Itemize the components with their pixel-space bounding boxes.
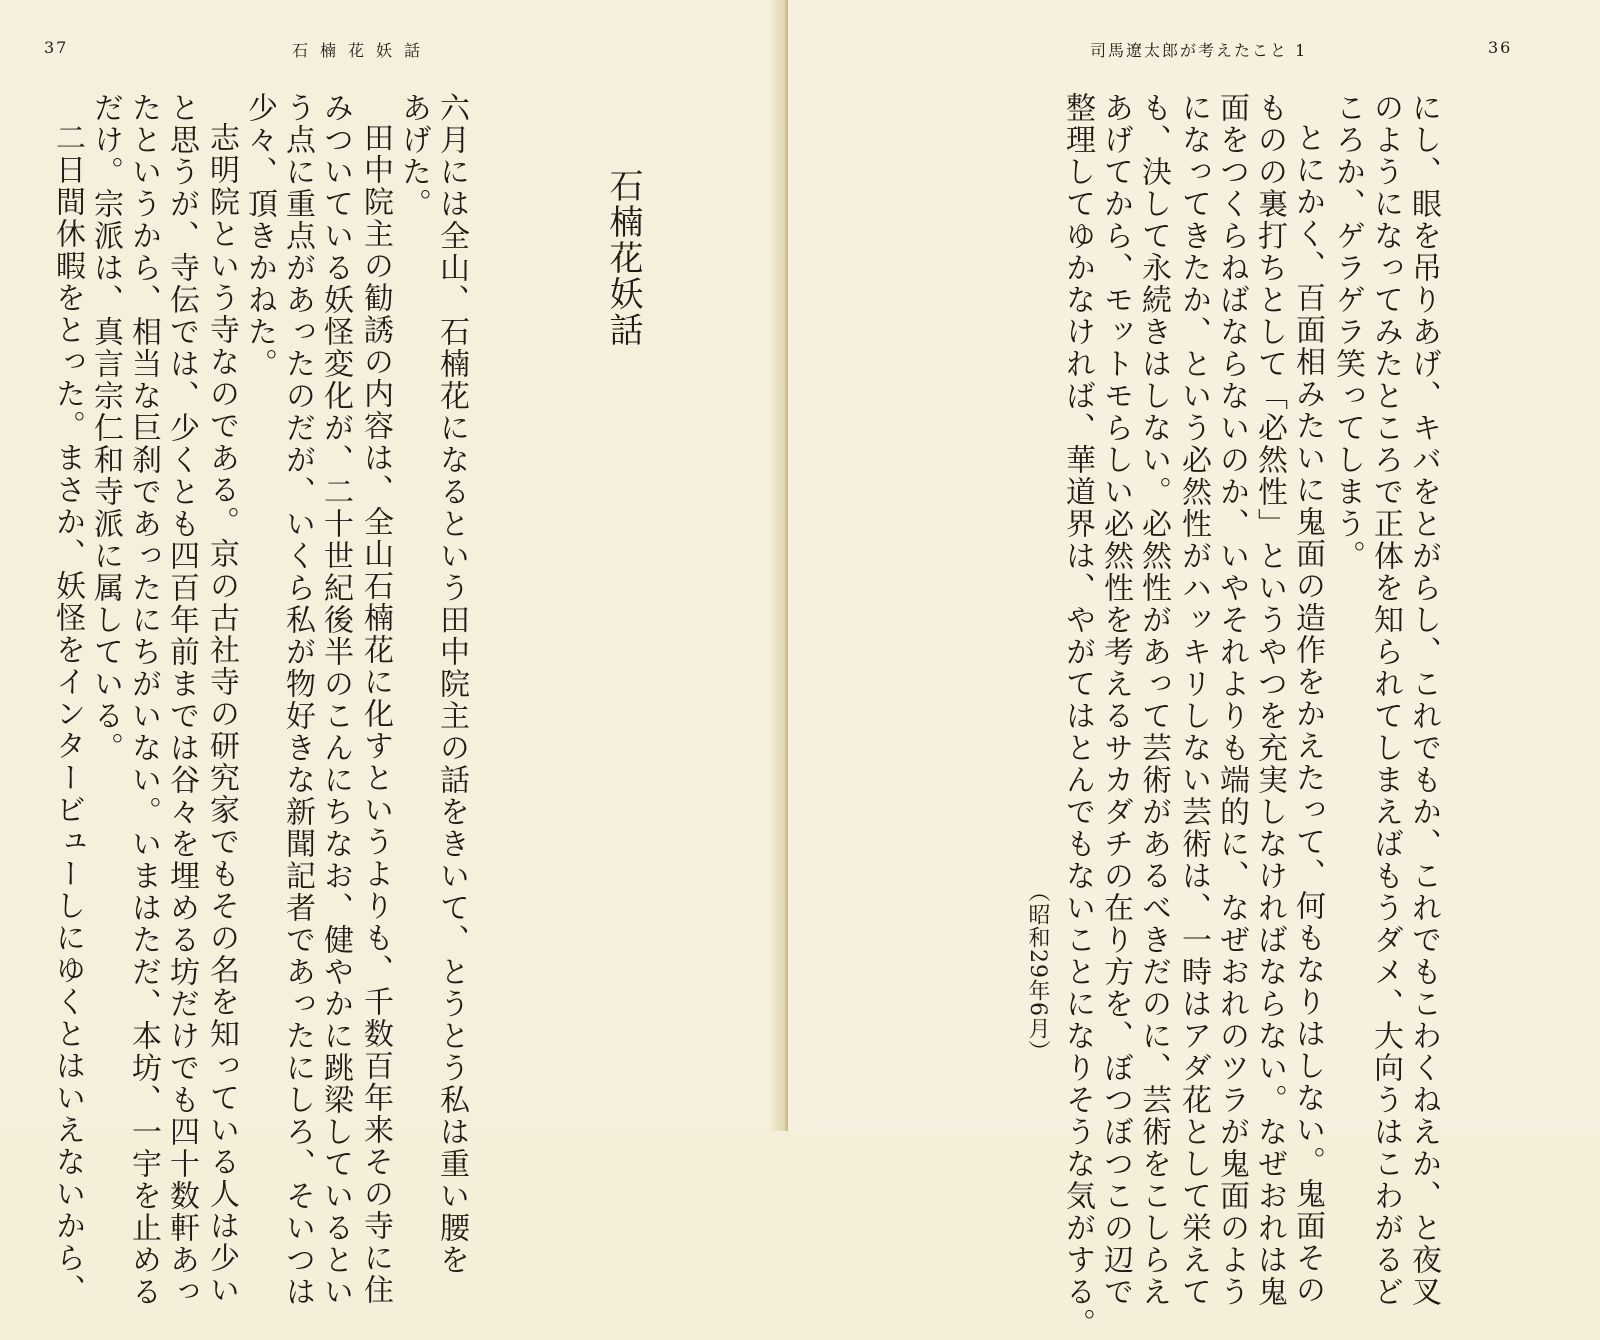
text-line: ころか、ゲラゲラ笑ってしまう。 [1330,92,1365,572]
page-number-right: 36 [1488,38,1513,57]
text-line: 面をつくらねばならないのか、いやそれよりも端的に、なぜおれのツラが鬼面のよう [1214,92,1249,1308]
right-page [788,0,1600,1340]
text-line: も、決して永続きはしない。必然性があって芸術があるべきだのに、芸術をこしらえ [1136,92,1171,1308]
text-line: 整理してゆかなければ、華道界は、やがてはとんでもないことになりそうな気がする。 [1060,92,1095,1340]
text-line: とにかく、百面相みたいに鬼面の造作をかえたって、何もなりはしない。鬼面その [1290,122,1325,1306]
text-line: にし、眼を吊りあげ、キバをとがらし、これでもか、これでもこわくねえか、と夜叉 [1406,92,1441,1308]
running-head-right: 司馬遼太郎が考えたこと 1 [1090,41,1308,60]
text-line: あげてから、モットモらしい必然性を考えるサカダチの在り方を、ぼつぼつこの辺で [1098,92,1133,1308]
text-line: たというから、相当な巨刹であったにちがいない。いまはただ、本坊、一宇を止める [126,92,161,1308]
text-line: ものの裏打ちとして「必然性」というやつを充実しなければならない。なぜおれは鬼 [1252,92,1287,1308]
text-line: 少々、頂きかねた。 [242,92,277,380]
running-head-left: 石楠花妖話 [292,41,433,60]
text-line: だけ。宗派は、真言宗仁和寺派に属している。 [88,92,123,764]
date-note: （昭和29年6月） [1025,880,1050,1063]
text-line: あげた。 [396,92,431,220]
chapter-title: 石楠花妖話 [603,168,643,348]
page-number-left: 37 [44,38,69,57]
left-page [0,0,788,1308]
text-line: 田中院主の勧誘の内容は、全山石楠花に化すというよりも、千数百年来その寺に住 [358,122,393,1306]
text-line: みついている妖怪変化が、二十世紀後半のこんにちなお、健やかに跳梁しているとい [318,92,353,1308]
text-line: 六月には全山、石楠花になるという田中院主の話をきいて、とうとう私は重い腰を [434,92,469,1276]
text-line: 志明院という寺なのである。京の古社寺の研究家でもその名を知っている人は少い [204,122,239,1306]
text-line: と思うが、寺伝では、少くとも四百年前までは谷々を埋める坊だけでも四十数軒あっ [164,92,199,1308]
text-line: 二日間休暇をとった。まさか、妖怪をインタービューしにゆくとはいえないから、 [50,122,85,1306]
text-line: になってきたか、という必然性がハッキリしない芸術は、一時はアダ花として栄えて [1176,92,1211,1308]
text-line: のようになってみたところで正体を知られてしまえばもうダメ、大向うはこわがるど [1368,92,1403,1308]
text-line: う点に重点があったのだが、いくら私が物好きな新聞記者であったにしろ、そいつは [280,92,315,1308]
